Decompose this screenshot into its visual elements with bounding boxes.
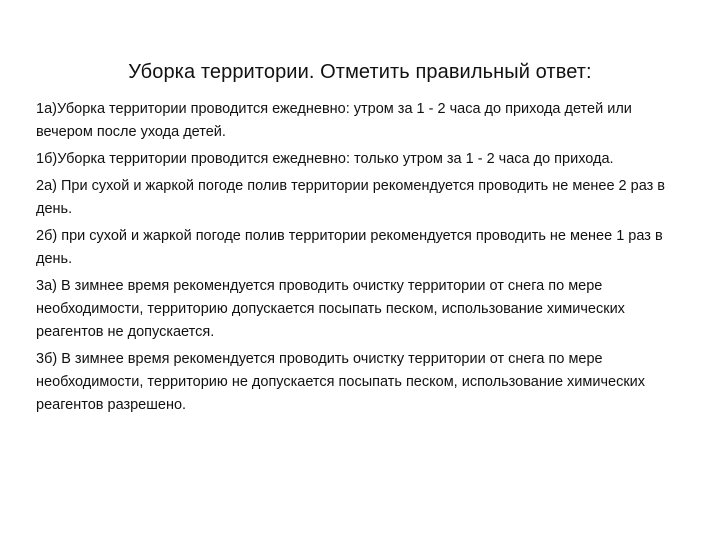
answer-option-1b: 1б)Уборка территории проводится ежедневно: только утром за 1 - 2 часа до прихода.	[36, 151, 614, 167]
slide-title: Уборка территории. Отметить правильный ответ:	[128, 61, 592, 83]
answer-option-2b: 2б) при сухой и жаркой погоде полив территории рекомендуется проводить не менее 1 раз в день.	[36, 228, 663, 267]
answer-option-3a: 3а) В зимнее время рекомендуется проводить очистку территории от снега по мере необходимости, территорию допускается посыпать песком, использование химических реагентов не допускается.	[36, 278, 625, 340]
slide-content	[36, 98, 676, 421]
answer-option-2a: 2а) При сухой и жаркой погоде полив территории рекомендуется проводить не менее 2 раз в день.	[36, 178, 665, 217]
answer-option-3b: 3б) В зимнее время рекомендуется проводить очистку территории от снега по мере необходимости, территорию не допускается посыпать песком, использование химических реагентов разрешено.	[36, 351, 646, 413]
answer-option-1a: 1а)Уборка территории проводится ежедневно: утром за 1 - 2 часа до прихода детей или вечером после ухода детей.	[36, 101, 632, 140]
